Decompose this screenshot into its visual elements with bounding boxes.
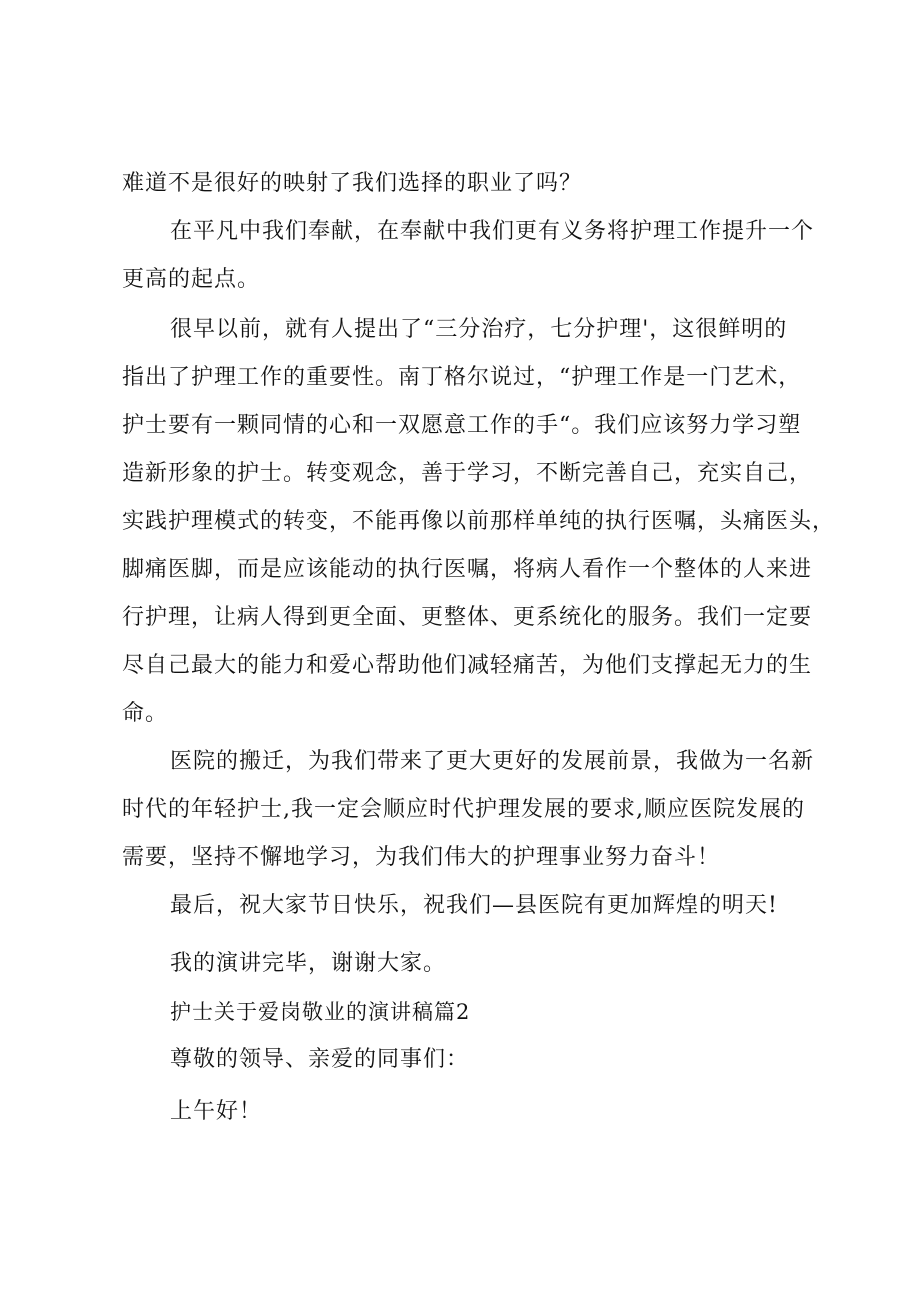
text-line: 更高的起点。 xyxy=(122,267,261,292)
paragraph-continuation xyxy=(122,160,822,208)
text-line: 时代的年轻护士,我一定会顺应时代护理发展的要求,顺应医院发展的 xyxy=(122,797,805,822)
text-line: 最后，祝大家节日快乐，祝我们—县医院有更加辉煌的明天! xyxy=(170,893,778,918)
text-line: 指出了护理工作的重要性。南丁格尔说过，“护理工作是一门艺术， xyxy=(122,365,802,390)
section-heading xyxy=(122,988,822,1036)
paragraph-wishes xyxy=(122,882,822,930)
text-line: 很早以前，就有人提出了“三分治疗，七分护理'，这很鲜明的 xyxy=(170,317,788,342)
paragraph-hospital-relocation xyxy=(122,738,822,882)
text-line: 在平凡中我们奉献，在奉献中我们更有义务将护理工作提升一个 xyxy=(170,219,815,244)
text-line: 造新形象的护士。转变观念，善于学习，不断完善自己，充实自己， xyxy=(122,461,813,486)
paragraph-closing xyxy=(122,940,822,988)
text-line: 需要，坚持不懈地学习，为我们伟大的护理事业努力奋斗！ xyxy=(122,845,721,870)
paragraph-greeting xyxy=(122,1088,822,1136)
text-line: 上午好！ xyxy=(170,1099,263,1124)
text-line: 尊敬的领导、亲爱的同事们： xyxy=(170,1047,470,1072)
text-line: 实践护理模式的转变，不能再像以前那样单纯的执行医嘱，头痛医头， xyxy=(122,509,836,534)
text-line: 行护理，让病人得到更全面、更整体、更系统化的服务。我们一定要 xyxy=(122,605,813,630)
text-line: 护士要有一颗同情的心和一双愿意工作的手“。我们应该努力学习塑 xyxy=(122,413,802,438)
paragraph-nursing-importance xyxy=(122,306,836,738)
text-line: 我的演讲完毕，谢谢大家。 xyxy=(170,951,447,976)
paragraph-dedication xyxy=(122,208,822,304)
text-line: 脚痛医脚，而是应该能动的执行医嘱，将病人看作一个整体的人来进 xyxy=(122,557,813,582)
text-line: 医院的搬迁，为我们带来了更大更好的发展前景，我做为一名新 xyxy=(170,749,815,774)
text-line: 尽自己最大的能力和爱心帮助他们减轻痛苦，为他们支撑起无力的生 xyxy=(122,653,813,678)
paragraph-greeting-address xyxy=(122,1036,822,1084)
text-line: 难道不是很好的映射了我们选择的职业了吗？ xyxy=(122,171,583,196)
heading-text: 护士关于爱岗敬业的演讲稿篇2 xyxy=(170,1000,471,1024)
text-line: 命。 xyxy=(122,701,169,726)
